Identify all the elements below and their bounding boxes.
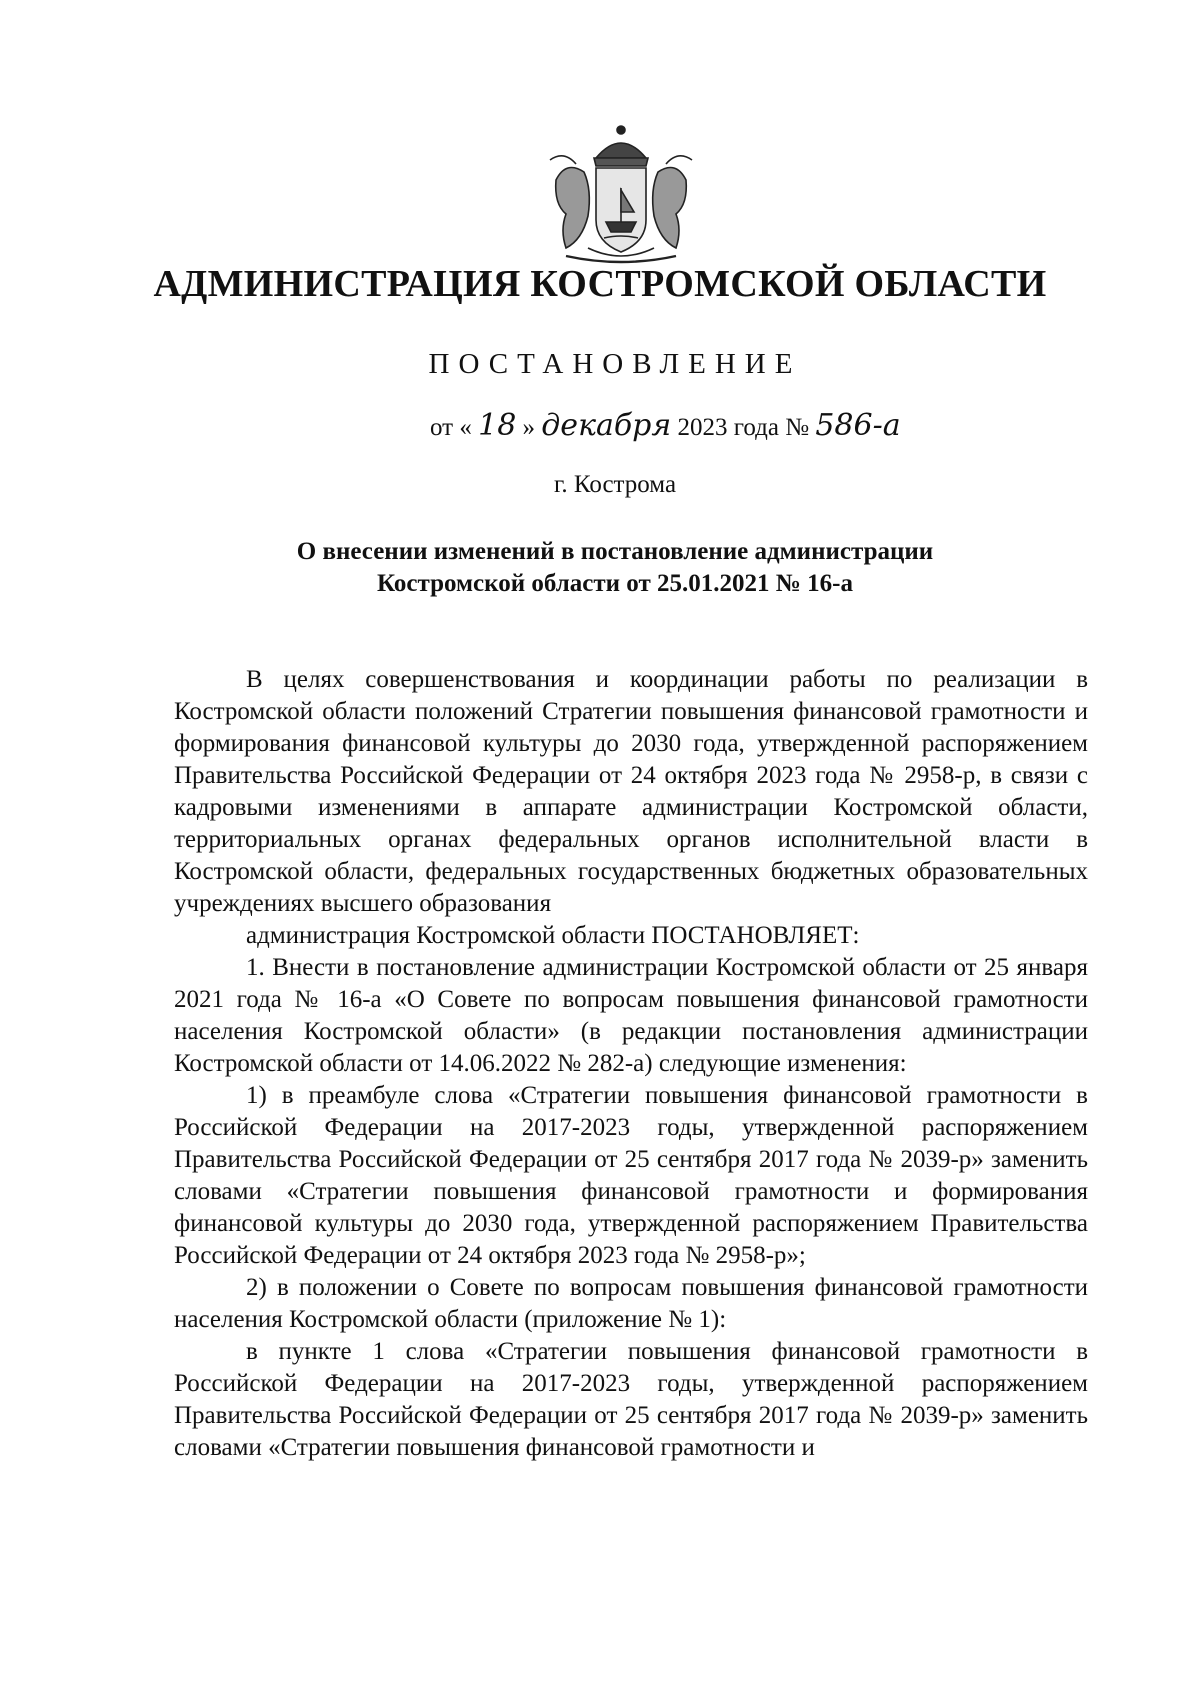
document-date-line: [430, 408, 901, 443]
date-mid: »: [522, 414, 536, 441]
subject-line-2: Костромской области от 25.01.2021 № 16-а: [377, 570, 853, 597]
coat-of-arms-icon: [536, 120, 706, 270]
body-paragraph-resolves: администрация Костромской области ПОСТАНОВЛЯЕТ:: [246, 922, 860, 949]
city-name: г. Кострома: [553, 471, 677, 498]
subject-line-1: О внесении изменений в постановление администрации: [296, 538, 934, 565]
organization-title: АДМИНИСТРАЦИЯ КОСТРОМСКОЙ ОБЛАСТИ: [153, 263, 1047, 305]
body-paragraph-subitem-2: 2) в положении о Совете по вопросам повышения финансовой грамотности населения Костромской области (приложение № 1):: [174, 1274, 1088, 1333]
date-day-handwritten: 18: [478, 408, 517, 443]
date-prefix: от «: [430, 414, 472, 441]
document-body: [174, 664, 1088, 1464]
body-paragraph-subitem-1: 1) в преамбуле слова «Стратегии повышения финансовой грамотности в Российской Федерации на 2017-2023 годы, утвержденной распоряжением Правительства Российской Федерации от 25 сентября 2017 года № 2039-р» заменить словами «Стратегии повышения финансовой грамотности и формирования финансовой культуры до 2030 года, утвержденной распоряжением Правительства Российской Федерации от 24 октября 2023 года № 2958-р»;: [174, 1082, 1088, 1269]
date-year: 2023 года №: [677, 414, 810, 441]
body-paragraph-point-1: в пункте 1 слова «Стратегии повышения финансовой грамотности в Российской Федерации на 2017-2023 годы, утвержденной распоряжением Правительства Российской Федерации от 25 сентября 2017 года № 2039-р» заменить словами «Стратегии повышения финансовой грамотности и: [174, 1338, 1088, 1461]
document-subject: [0, 536, 1200, 600]
body-paragraph-preamble: В целях совершенствования и координации работы по реализации в Костромской области положений Стратегии повышения финансовой грамотности и формирования финансовой культуры до 2030 года, утвержденной распоряжением Правительства Российской Федерации от 24 октября 2023 года № 2958-р, в связи с кадровыми изменениями в аппарате администрации Костромской области, территориальных органах федеральных органов исполнительной власти в Костромской области, федеральных государственных бюджетных образовательных учреждениях высшего образования: [174, 666, 1088, 917]
body-paragraph-item-1: 1. Внести в постановление администрации Костромской области от 25 января 2021 года № 16-а «О Совете по вопросам повышения финансовой грамотности населения Костромской области» (в редакции постановления администрации Костромской области от 14.06.2022 № 282-а) следующие изменения:: [174, 954, 1088, 1077]
date-month-handwritten: декабря: [541, 408, 672, 443]
document-type: ПОСТАНОВЛЕНИЕ: [428, 348, 802, 380]
document-number-handwritten: 586-а: [815, 408, 901, 443]
